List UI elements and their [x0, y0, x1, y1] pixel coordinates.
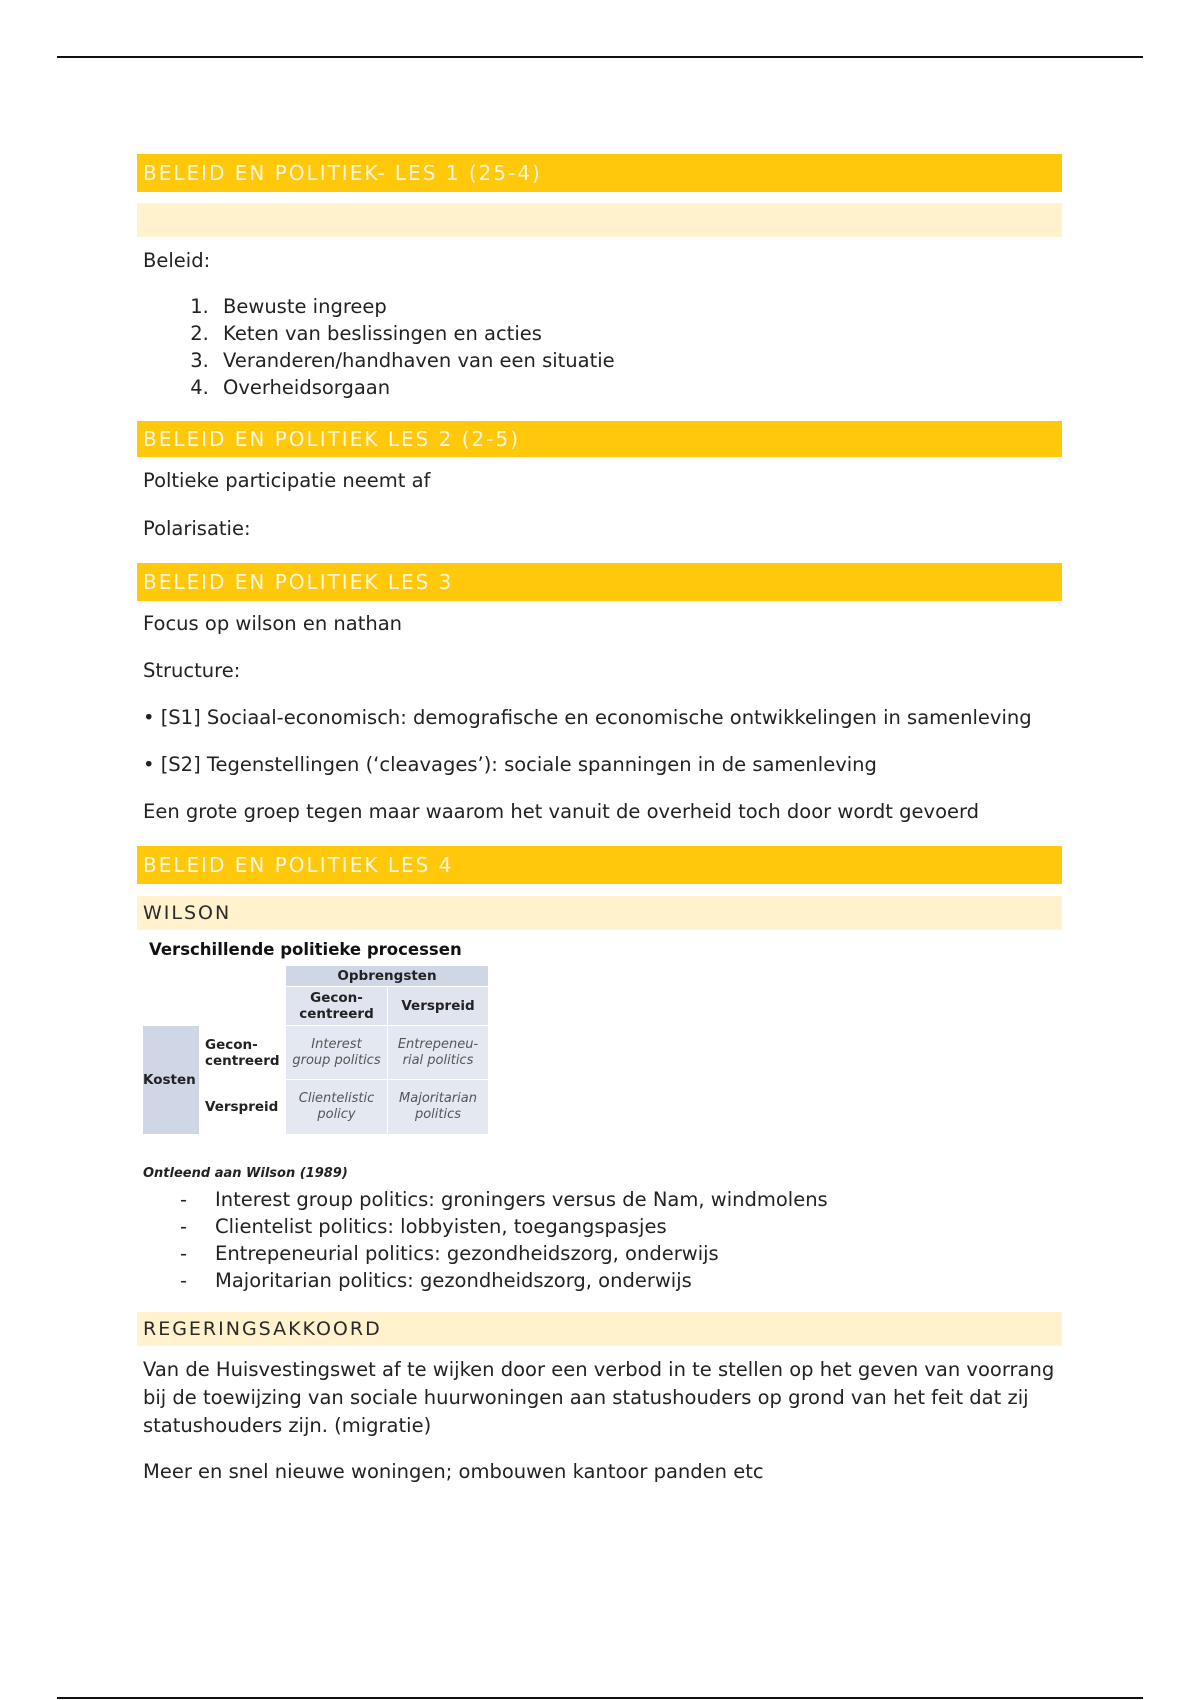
list-item: - Clientelist politics: lobbyisten, toegangspasjes [180, 1215, 667, 1238]
paragraph: Poltieke participatie neemt af [143, 469, 431, 492]
figure-title: Verschillende politieke processen [149, 940, 462, 959]
list-item: 3. Veranderen/handhaven van een situatie [215, 347, 1062, 374]
section-heading-les3: BELEID EN POLITIEK LES 3 [137, 563, 1062, 601]
list-item: - Entrepeneurial politics: gezondheidszorg, onderwijs [180, 1242, 719, 1265]
document-body [137, 154, 1062, 1486]
bottom-rule [57, 1697, 1143, 1699]
paragraph: Een grote groep tegen maar waarom het vanuit de overheid toch door wordt gevoerd [143, 800, 980, 823]
col-group-header: Opbrengsten [286, 966, 488, 986]
paragraph: Polarisatie: [143, 517, 251, 540]
empty-subheading [137, 203, 1062, 237]
paragraph: Van de Huisvestingswet af te wijken door een verbod in te stellen op het geven van voorrang bij de toewijzing van sociale huurwoningen aan statushouders op grond van het feit dat zij statushouders zijn. (migratie) [143, 1358, 1055, 1437]
wilson-figure [143, 940, 503, 1180]
table-cell: Entrepeneu- rial politics [388, 1026, 488, 1079]
list-item: 2. Keten van beslissingen en acties [215, 320, 1062, 347]
section-heading-les2: BELEID EN POLITIEK LES 2 (2-5) [137, 421, 1062, 457]
list-item: 1. Bewuste ingreep [215, 293, 1062, 320]
subheading-wilson: WILSON [137, 896, 1062, 930]
list-item: 4. Overheidsorgaan [215, 374, 1062, 401]
paragraph: Focus op wilson en nathan [143, 612, 403, 635]
paragraph: Meer en snel nieuwe woningen; ombouwen kantoor panden etc [143, 1460, 764, 1483]
beleid-label: Beleid: [143, 249, 211, 272]
row-header: Verspreid [199, 1080, 286, 1134]
row-header: Gecon- centreerd [199, 1026, 286, 1079]
section-heading-les1: BELEID EN POLITIEK- LES 1 (25-4) [137, 154, 1062, 192]
col-header: Gecon- centreerd [286, 987, 387, 1025]
paragraph: • [S2] Tegenstellingen (‘cleavages’): sociale spanningen in de samenleving [143, 753, 877, 776]
list-item: - Majoritarian politics: gezondheidszorg, onderwijs [180, 1269, 692, 1292]
list-item: - Interest group politics: groningers versus de Nam, windmolens [180, 1188, 828, 1211]
row-group-header: Kosten [143, 1026, 199, 1134]
beleid-list [137, 293, 1062, 401]
paragraph: Structure: [143, 659, 241, 682]
figure-source: Ontleend aan Wilson (1989) [143, 1166, 348, 1181]
table-cell: Majoritarian politics [388, 1080, 488, 1134]
wilson-bullets [137, 1186, 1062, 1294]
subheading-regeerakkoord: REGERINGSAKKOORD [137, 1312, 1062, 1346]
table-cell: Interest group politics [286, 1026, 387, 1079]
table-cell: Clientelistic policy [286, 1080, 387, 1134]
section-heading-les4: BELEID EN POLITIEK LES 4 [137, 846, 1062, 884]
top-rule [57, 56, 1143, 58]
col-header: Verspreid [388, 987, 488, 1025]
paragraph: • [S1] Sociaal-economisch: demografische en economische ontwikkelingen in samenleving [143, 706, 1032, 729]
